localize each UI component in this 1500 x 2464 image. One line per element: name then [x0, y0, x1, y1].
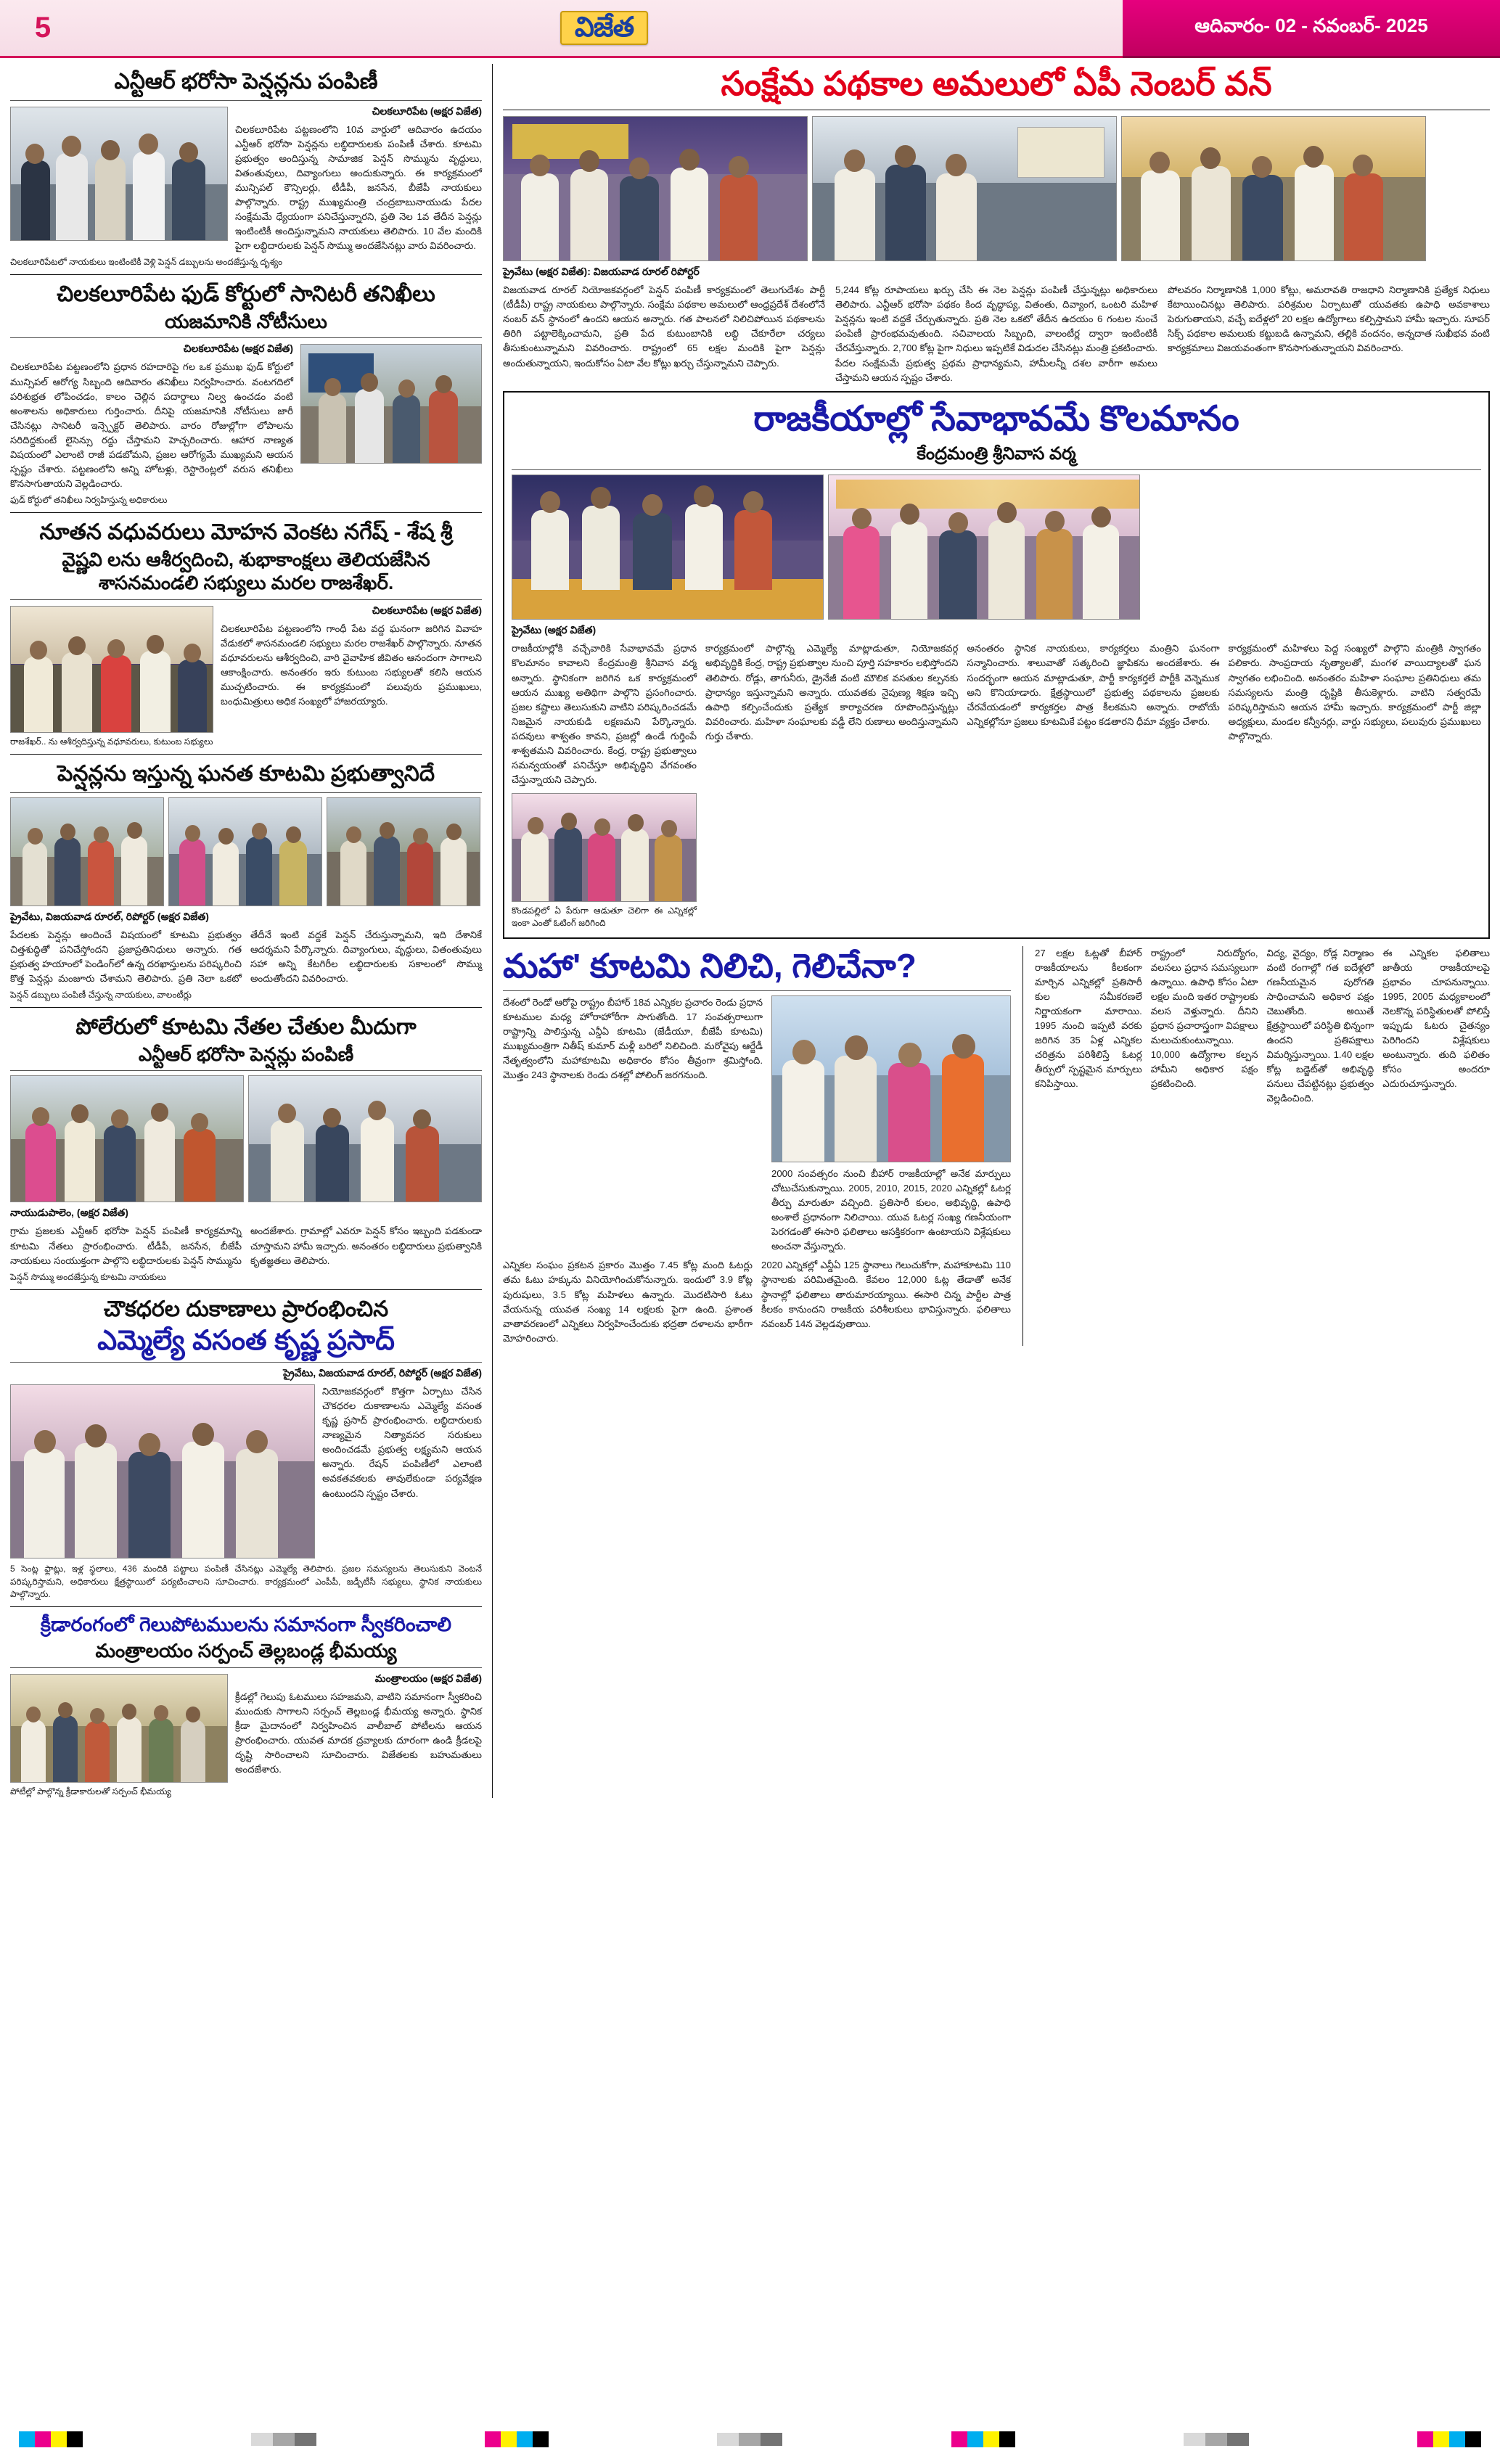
lead-photo-1 [503, 116, 808, 261]
article5-body: గ్రామ ప్రజలకు ఎన్టీఆర్ భరోసా పెన్షన్ పంపిణీ కార్యక్రమాన్ని కూటమి నేతలు ప్రారంభించారు. టీడీపీ, జనసేన, బీజేపీ నాయకులు సంయుక్తంగా పాల్గొని లబ్ధిదారులకు పెన్షన్ సొమ్మును అందజేశారు. గ్రామాల్లో ఎవరూ పెన్షన్ కోసం ఇబ్బంది పడకుండా చూస్తామని హామీ ఇచ్చారు. అనంతరం లబ్ధిదారులు ప్రభుత్వానికి కృతజ్ఞతలు తెలిపారు. [10, 1225, 482, 1266]
article1-byline: చిలకలూరిపేట (అక్షర విజేత) [372, 104, 482, 117]
right-area [503, 64, 1490, 1798]
article7-subhead: మంత్రాలయం సర్పంచ్ తెల్లబండ్ల భీమయ్య [95, 1640, 397, 1662]
article5-byline: నాయుడుపాలెం, (అక్షర విజేత) [10, 1207, 128, 1219]
right-bottom-col1: 27 లక్షల ఓట్లతో బీహార్ రాజకీయాలను కీలకంగా మార్చిన ఎన్నికల్లో ప్రతిసారీ కుల సమీకరణలే నిర్ణాయకంగా మారాయి. 1995 నుంచి ఇప్పటి వరకు జరిగిన 35 ఏళ్ల ఎన్నికల చరిత్రను పరిశీలిస్తే ఓటర్ల తీర్పులో స్పష్టమైన మార్పులు కనిపిస్తాయి. [1035, 947, 1142, 1090]
bottom-col4: 2020 ఎన్నికల్లో ఎన్డీఏ 125 స్థానాలు గెలుచుకోగా, మహాకూటమి 110 స్థానాలకు పరిమితమైంది. కేవలం 12,000 ఓట్ల తేడాతో అనేక స్థానాల్లో ఫలితాలు తారుమారయ్యాయి. ఈసారి చిన్న పార్టీల పాత్ర కీలకం కానుందని రాజకీయ పరిశీలకులు భావిస్తున్నారు. ఫలితాలు నవంబర్ 14న వెల్లడవుతాయి. [761, 1260, 1011, 1329]
page-content [0, 58, 1500, 1798]
article4-body: పేదలకు పెన్షన్లు అందించే విషయంలో కూటమి ప్రభుత్వం చిత్తశుద్ధితో పనిచేస్తోందని ప్రజాప్రతినిధులు అన్నారు. గత ప్రభుత్వ హయాంలో పెండింగ్‌లో ఉన్న దరఖాస్తులను పరిష్కరించి కొత్త పెన్షన్లు మంజూరు చేశామని తెలిపారు. ప్రతి నెలా ఒకటో తేదీనే ఇంటి వద్దకే పెన్షన్ చేరుస్తున్నామని, ఇది దేశానికే ఆదర్శమని పేర్కొన్నారు. దివ్యాంగులు, వృద్ధులు, వితంతువులు సహా అన్ని కేటగిరీల లబ్ధిదారులకు సకాలంలో సొమ్ము అందుతోందని వివరించారు. [10, 929, 482, 984]
lead-photo-3 [1121, 116, 1426, 261]
article2-photo [300, 344, 482, 464]
article5-photo-row [10, 1075, 482, 1202]
cmyk-marks-2 [485, 2431, 549, 2447]
article4-caption: పెన్షన్ డబ్బులు పంపిణీ చేస్తున్న నాయకులు, వాలంటీర్లు [10, 990, 192, 1001]
article4-photo-3 [327, 797, 480, 906]
boxed-photo-2 [828, 475, 1140, 620]
article3-subhead: వైష్ణవి లను ఆశీర్వదించి, శుభాకాంక్షలు తెలియజేసిన శాసనమండలి సభ్యులు మరల రాజశేఖర్. [62, 548, 430, 594]
article5-photo-1 [10, 1075, 244, 1202]
article6-caption: 5 సెంట్ల ఫ్లాట్లు, ఇళ్ల స్థలాలు, 436 మందికి పట్టాలు పంపిణీ చేసినట్లు ఎమ్మెల్యే తెలిపారు. ప్రజల సమస్యలను తెలుసుకుని వెంటనే పరిష్కరిస్తామని, అధికారులు క్షేత్రస్థాయిలో పర్యటించాలని సూచించారు. కార్యక్రమంలో ఎంపీపీ, జడ్పీటీసీ సభ్యులు, స్థానిక నాయకులు పాల్గొన్నారు. [10, 1564, 482, 1599]
article7-headline: క్రీడారంగంలో గెలుపోటములను సమానంగా స్వీకరించాలి [40, 1614, 452, 1636]
lead-story-welfare-number-one [503, 64, 1490, 385]
article-ration-shops-opened [10, 1296, 482, 1601]
boxed-left-text [512, 641, 697, 929]
article2-subhead: యజమానికి నోటీసులు [165, 310, 327, 332]
article5-headline: పోలేరులో కూటమి నేతల చేతుల మీదుగా [75, 1015, 417, 1040]
article1-caption: చిలకలూరిపేటలో నాయకులు ఇంటింటికీ వెళ్లి పెన్షన్ డబ్బులను అందజేస్తున్న దృశ్యం [10, 257, 283, 268]
article-wedding-blessings [10, 519, 482, 748]
cmyk-marks-1 [19, 2431, 83, 2447]
article2-byline: చిలకలూరిపేట (అక్షర విజేత) [183, 342, 293, 355]
bottom-col1: దేశంలో రెండో ఆరోపై రాష్ట్రం బీహార్ 18వ ఎన్నికల ప్రచారం రెండు ప్రధాన కూటముల మధ్య హోరాహోరీగా సాగుతోంది. 17 సంవత్సరాలుగా రాష్ట్రాన్ని పాలిస్తున్న ఎన్డీఏ కూటమి (జేడీయూ, బీజేపీ కూటమి) ముఖ్యమంత్రిగా నితీష్ కుమార్ మళ్లీ బరిలో నిలిచింది. మరోవైపు ఆర్జేడీ నేతృత్వంలోని మహాకూటమి అధికారం కోసం తీవ్రంగా శ్రమిస్తోంది. మొత్తం 243 స్థానాలకు రెండు దశల్లో పోలింగ్ జరగనుంది. [503, 997, 763, 1081]
boxed-byline: ప్రైవేటు (అక్షర విజేత) [512, 624, 597, 636]
boxed-photo-row [512, 475, 1481, 620]
article4-headline: పెన్షన్లను ఇస్తున్న ఘనత కూటమి ప్రభుత్వానిదే [57, 762, 435, 787]
right-bottom-text [1035, 946, 1490, 1346]
bottom-feature-bihar-election [503, 946, 1011, 1346]
article-pension-credit-coalition [10, 760, 482, 1001]
bottom-col3: ఎన్నికల సంఘం ప్రకటన ప్రకారం మొత్తం 7.45 కోట్ల మంది ఓటర్లు తమ ఓటు హక్కును వినియోగించుకోనున్నారు. ఇందులో 3.9 కోట్ల పురుషులు, 3.5 కోట్ల మహిళలు ఉన్నారు. మొదటిసారి ఓటు వేయనున్న యువత సంఖ్య 14 లక్షలకు పైగా ఉంది. ప్రశాంత వాతావరణంలో ఎన్నికలు నిర్వహించేందుకు భద్రతా దళాలను భారీగా మోహరించారు. [503, 1260, 753, 1344]
lead-byline: ప్రైవేటు (అక్షర విజేత): విజయవాడ రూరల్ రిపోర్టర్ [503, 266, 700, 278]
boxed-feature-service-in-politics [503, 391, 1490, 939]
page-number: 5 [34, 12, 52, 44]
article7-body: క్రీడల్లో గెలుపు ఓటములు సహజమని, వాటిని సమానంగా స్వీకరించి ముందుకు సాగాలని సర్పంచ్ తెల్లబండ్ల భీమయ్య అన్నారు. స్థానిక క్రీడా మైదానంలో నిర్వహించిన వాలీబాల్ పోటీలను ఆయన ప్రారంభించారు. యువత మాదక ద్రవ్యాలకు దూరంగా ఉండి క్రీడలపై దృష్టి సారించాలని సూచించారు. విజేతలకు బహుమతులు అందజేశారు. [235, 1691, 482, 1775]
lead-body-col2: 5,244 కోట్ల రూపాయలు ఖర్చు చేసి ఈ నెల పెన్షన్లు పంపిణీ చేస్తున్నట్లు అధికారులు తెలిపారు. ఎన్టీఆర్ భరోసా పథకం కింద వృద్ధాప్య, వితంతు, దివ్యాంగ, ఒంటరి మహిళ పెన్షన్లను ఇంటి వద్దకే చేర్చుతున్నారు. ప్రతి నెల ఒకటో తేదీన ఉదయం 6 గంటల నుంచే పంపిణీ ప్రారంభమవుతుంది. సచివాలయ సిబ్బంది, వాలంటీర్ల ద్వారా ఇంటింటికీ చేరవేస్తున్నారు. 2,700 కోట్ల పైగా నిధులు ఇప్పటికే విడుదల చేసినట్లు మంత్రి ప్రకటించారు. పేదల సంక్షేమమే ప్రభుత్వ ప్రథమ ప్రాధాన్యమని, హామీలన్నీ దశల వారీగా అమలు చేస్తామని ఆయన స్పష్టం చేశారు. [835, 284, 1157, 383]
article5-subhead: ఎన్టీఆర్ భరోసా పెన్షన్లు పంపిణీ [138, 1043, 354, 1065]
lead-headline: సంక్షేమ పథకాల అమలులో ఏపీ నెంబర్ వన్ [721, 65, 1272, 102]
cmyk-marks-3 [951, 2431, 1015, 2447]
left-column [10, 64, 482, 1798]
date-banner [1123, 0, 1500, 58]
article2-headline: చిలకలూరిపేట ఫుడ్ కోర్టులో సానిటరీ తనిఖీలు [57, 282, 435, 307]
article1-photo [10, 107, 228, 241]
grey-marks-3 [1184, 2433, 1249, 2446]
article-poleru-pension-distribution [10, 1014, 482, 1284]
article6-byline: ప్రైవేటు, విజయవాడ రూరల్, రిపోర్టర్ (అక్షర విజేత) [283, 1367, 482, 1379]
column-divider-2 [1022, 946, 1023, 1346]
article6-photo [10, 1384, 315, 1559]
article3-byline: చిలకలూరిపేట (అక్షర విజేత) [372, 604, 482, 616]
article-food-court-inspection [10, 281, 482, 506]
article4-byline: ప్రైవేటు, విజయవాడ రూరల్, రిపోర్టర్ (అక్షర విజేత) [10, 910, 209, 922]
boxed-photo-1 [512, 475, 824, 620]
article6-headline: చౌకధరల దుకాణాలు ప్రారంభించిన [103, 1297, 389, 1322]
article7-caption: పోటీల్లో పాల్గొన్న క్రీడాకారులతో సర్పంచ్ భీమయ్య [10, 1786, 171, 1796]
article-sports-sportsmanship [10, 1613, 482, 1798]
boxed-photo-3 [512, 793, 697, 902]
lead-photo-row [503, 116, 1490, 261]
date-text: ఆదివారం- 02 - నవంబర్- 2025 [1194, 15, 1428, 36]
boxed-col4: కార్యక్రమంలో మహిళలు పెద్ద సంఖ్యలో పాల్గొని మంత్రికి స్వాగతం పలికారు. సాంప్రదాయ నృత్యాలతో, మంగళ వాయిద్యాలతో ఘన స్వాగతం లభించింది. అనంతరం మహిళా సంఘాల ప్రతినిధులు తమ సమస్యలను మంత్రి దృష్టికి తీసుకెళ్లారు. వాటిని సత్వరమే పరిష్కరిస్తామని ఆయన హామీ ఇచ్చారు. కార్యక్రమంలో పార్టీ జిల్లా అధ్యక్షులు, మండల కన్వీనర్లు, వార్డు సభ్యులు, పలువురు ప్రముఖులు పాల్గొన్నారు. [1228, 643, 1481, 742]
masthead [0, 0, 1500, 58]
article3-caption: రాజశేఖర్.. ను ఆశీర్వదిస్తున్న వధూవరులు, కుటుంబ సభ్యులు [10, 736, 213, 747]
boxed-col1: రాజకీయాల్లోకి వచ్చేవారికి సేవాభావమే ప్రధాన కొలమానం కావాలని కేంద్రమంత్రి శ్రీనివాస వర్మ అన్నారు. స్థానికంగా జరిగిన ఒక కార్యక్రమంలో ఆయన ముఖ్య అతిథిగా పాల్గొని ప్రసంగించారు. ప్రజల కష్టాలు తెలుసుకుని వాటిని పరిష్కరించడమే నిజమైన నాయకుడి లక్షణమని పేర్కొన్నారు. పదవులు శాశ్వతం కావని, ప్రజల్లో ఉండే గుర్తింపే శాశ్వతమని వివరించారు. కేంద్ర, రాష్ట్ర ప్రభుత్వాలు సమన్వయంతో పనిచేస్తూ అభివృద్ధిని వేగవంతం చేస్తున్నాయని చెప్పారు. [512, 643, 697, 785]
article4-photo-2 [168, 797, 322, 906]
right-bottom-col3: విద్య, వైద్యం, రోడ్ల నిర్మాణం వంటి రంగాల్లో గత ఐదేళ్లలో గణనీయమైన పురోగతి సాధించామని అధికార పక్షం చెబుతోంది. అయితే క్షేత్రస్థాయిలో పరిస్థితి భిన్నంగా ఉందని ప్రతిపక్షాలు విమర్శిస్తున్నాయి. 1.40 లక్షల కోట్ల బడ్జెట్‌తో అభివృద్ధి పనులు చేపట్టినట్లు ప్రభుత్వం వెల్లడించింది. [1266, 947, 1374, 1104]
article3-body: చిలకలూరిపేట పట్టణంలోని గాంధీ పేట వద్ద ఘనంగా జరిగిన వివాహ వేడుకలో శాసనమండలి సభ్యులు మరల రాజశేఖర్ పాల్గొన్నారు. నూతన వధూవరులను ఆశీర్వదించి, వారి వైవాహిక జీవితం ఆనందంగా సాగాలని ఆకాంక్షించారు. అనంతరం ఇరు కుటుంబ సభ్యులతో కలిసి ఆయన ముచ్చటించారు. ఈ కార్యక్రమంలో పలువురు ప్రముఖులు, బంధుమిత్రులు అధిక సంఖ్యలో హాజరయ్యారు. [221, 623, 482, 707]
right-bottom-col2: రాష్ట్రంలో నిరుద్యోగం, వలసలు ప్రధాన సమస్యలుగా ఉన్నాయి. ఉపాధి కోసం ఏటా లక్షల మంది ఇతర రాష్ట్రాలకు వలస వెళ్తున్నారు. దీనిని ప్రధాన ప్రచారాస్త్రంగా విపక్షాలు మలుచుకుంటున్నాయి. 10,000 ఉద్యోగాల కల్పన హామీని అధికార పక్షం ప్రకటించింది. [1150, 947, 1258, 1090]
masthead-center [86, 0, 1123, 58]
article5-caption: పెన్షన్ సొమ్ము అందజేస్తున్న కూటమి నాయకులు [10, 1271, 166, 1282]
article-ntr-bharosa-pensions [10, 68, 482, 268]
boxed-headline: రాజకీయాల్లో సేవాభావమే కొలమానం [753, 399, 1239, 438]
logo-text: విజేత [574, 12, 634, 43]
article1-headline: ఎన్టీఆర్ భరోసా పెన్షన్లను పంపిణీ [114, 70, 378, 94]
column-divider-1 [492, 64, 493, 1798]
bottom-section [503, 946, 1490, 1346]
article7-byline: మంత్రాలయం (అక్షర విజేత) [374, 1672, 482, 1684]
article6-body: నియోజకవర్గంలో కొత్తగా ఏర్పాటు చేసిన చౌకధరల దుకాణాలను ఎమ్మెల్యే వసంత కృష్ణ ప్రసాద్ ప్రారంభించారు. లబ్ధిదారులకు నాణ్యమైన నిత్యావసర సరుకులు అందించడమే ప్రభుత్వ లక్ష్యమని ఆయన అన్నారు. రేషన్ పంపిణీలో ఎలాంటి అవకతవకలకు తావులేకుండా పర్యవేక్షణ ఉంటుందని స్పష్టం చేశారు. [322, 1386, 482, 1499]
right-bottom-col4: ఈ ఎన్నికల ఫలితాలు జాతీయ రాజకీయాలపై ప్రభావం చూపనున్నాయి. 1995, 2005 మధ్యకాలంలో నెలకొన్న పరిస్థితులతో పోలిస్తే ఇప్పుడు ఓటరు చైతన్యం పెరిగిందని విశ్లేషకులు అంటున్నారు. తుది ఫలితం కోసం అందరూ ఎదురుచూస్తున్నారు. [1382, 947, 1490, 1090]
article4-photo-row [10, 797, 482, 906]
boxed-col2: కార్యక్రమంలో పాల్గొన్న ఎమ్మెల్యే మాట్లాడుతూ, నియోజకవర్గ అభివృద్ధికి కేంద్ర, రాష్ట్ర ప్రభుత్వాల నుంచి పూర్తి సహకారం లభిస్తోందని తెలిపారు. రోడ్లు, తాగునీరు, డ్రైనేజీ వంటి మౌలిక వసతుల కల్పనకు ప్రాధాన్యం ఇస్తున్నామని అన్నారు. యువతకు నైపుణ్య శిక్షణ ఇచ్చి ఉపాధి కల్పించేందుకు ప్రత్యేక కార్యాచరణ రూపొందిస్తున్నట్లు వివరించారు. మహిళా సంఘాలకు వడ్డీ లేని రుణాలు అందిస్తున్నామని గుర్తు చేశారు. [705, 643, 959, 742]
newspaper-logo [560, 11, 648, 46]
article3-headline: నూతన వధువరులు మోహన వెంకట నగేష్ - శేష శ్రీ [39, 520, 453, 545]
lead-photo-2 [812, 116, 1117, 261]
article3-photo [10, 606, 213, 733]
boxed-caption-1: కొండపల్లిలో ఏ పేరుగా ఆడుతూ చెలిగా ఈ ఎన్నికల్లో ఇంకా ఎంతో ఓటింగ్ జరిగింది [512, 905, 697, 929]
article1-body: చిలకలూరిపేట పట్టణంలోని 10వ వార్డులో ఆదివారం ఉదయం ఎన్టీఆర్ భరోసా పెన్షన్లను లబ్ధిదారులకు పంపిణీ చేశారు. కూటమి ప్రభుత్వం అందిస్తున్న సామాజిక పెన్షన్ సొమ్మును వృద్ధులు, వితంతువులు, దివ్యాంగులు అందుకున్నారు. ఈ కార్యక్రమంలో మున్సిపల్ కౌన్సిలర్లు, టీడీపీ, జనసేన, బీజేపీ నాయకులు పాల్గొన్నారు. రాష్ట్ర ముఖ్యమంత్రి చంద్రబాబునాయుడు పేదల సంక్షేమమే ధ్యేయంగా పనిచేస్తున్నారని, ప్రతి నెల 1వ తేదీన పెన్షన్లు ఇంటింటికీ అందిస్తున్నామని నాయకులు తెలిపారు. 10 వేల మందికి పైగా లబ్ధిదారులకు పెన్షన్ సొమ్ము అందజేసినట్లు వారు వివరించారు. [235, 123, 482, 251]
article6-subhead: ఎమ్మెల్యే వసంత కృష్ణ ప్రసాద్ [97, 1325, 395, 1356]
article2-caption: ఫుడ్ కోర్టులో తనిఖీలు నిర్వహిస్తున్న అధికారులు [10, 495, 168, 506]
boxed-subhead: కేంద్రమంత్రి శ్రీనివాస వర్మ [917, 444, 1076, 464]
bottom-col2: 2000 సంవత్సరం నుంచి బీహార్ రాజకీయాల్లో అనేక మార్పులు చోటుచేసుకున్నాయి. 2005, 2010, 2015, 2020 ఎన్నికల్లో ఓటర్ల తీర్పు మారుతూ వచ్చింది. ప్రతిసారీ కులం, అభివృద్ధి, ఉపాధి అంశాలే ప్రధానంగా నిలిచాయి. యువ ఓటర్ల సంఖ్య గణనీయంగా పెరగడంతో ఈసారి ఫలితాలు ఆసక్తికరంగా ఉంటాయని విశ్లేషకులు అంచనా వేస్తున్నారు. [771, 1168, 1011, 1252]
boxed-col3: అనంతరం స్థానిక నాయకులు, కార్యకర్తలు మంత్రిని ఘనంగా సన్మానించారు. శాలువాతో సత్కరించి జ్ఞాపికను అందజేశారు. ఈ సందర్భంగా ఆయన మాట్లాడుతూ, పార్టీ కార్యకర్తలే పార్టీకి వెన్నెముక అని కొనియాడారు. క్షేత్రస్థాయిలో ప్రభుత్వ పథకాలను ప్రజలకు చేరవేయడంలో కార్యకర్తల పాత్ర కీలకమని అన్నారు. రాబోయే ఎన్నికల్లోనూ ప్రజలు కూటమికే పట్టం కడతారని ధీమా వ్యక్తం చేశారు. [967, 643, 1220, 727]
article2-body: చిలకలూరిపేట పట్టణంలోని ప్రధాన రహదారిపై గల ఒక ప్రముఖ ఫుడ్ కోర్టులో మున్సిపల్ ఆరోగ్య సిబ్బంది ఆదివారం తనిఖీలు నిర్వహించారు. వంటగదిలో పరిశుభ్రత లోపించడం, కాలం చెల్లిన పదార్థాలు నిల్వ ఉంచడం వంటి అంశాలను అధికారులు గుర్తించారు. దీనిపై యజమానికి నోటీసులు జారీ చేసినట్లు సానిటరీ ఇన్స్పెక్టర్ తెలిపారు. వారం రోజుల్లోగా లోపాలను సరిదిద్దకుంటే లైసెన్సు రద్దు చేస్తామని హెచ్చరించారు. ఆహార నాణ్యత విషయంలో ఎలాంటి రాజీ పడబోమని, ప్రజల ఆరోగ్యమే ముఖ్యమని ఆయన స్పష్టం చేశారు. పట్టణంలోని అన్ని హోటళ్లు, రెస్టారెంట్లలో వరుస తనిఖీలు కొనసాగుతాయని వెల్లడించారు. [10, 361, 293, 489]
bottom-headline: మహా' కూటమి నిలిచి, గెలిచేనా? [503, 946, 917, 985]
lead-body-col1: విజయవాడ రూరల్ నియోజకవర్గంలో పెన్షన్ పంపిణీ కార్యక్రమంలో తెలుగుదేశం పార్టీ (టీడీపీ) రాష్ట్ర నాయకులు పాల్గొన్నారు. సంక్షేమ పథకాల అమలులో ఆంధ్రప్రదేశ్ దేశంలోనే నంబర్ వన్ స్థానంలో ఉందని ఆయన అన్నారు. గత పాలనలో నిలిచిపోయిన పథకాలను తిరిగి పట్టాలెక్కించామని, ప్రతి పేద కుటుంబానికి లబ్ధి చేకూరేలా చర్యలు తీసుకుంటున్నామని వివరించారు. రాష్ట్రంలో 65 లక్షల మందికి పైగా పెన్షన్లు అందుతున్నాయని, ఇందుకోసం ఏటా వేల కోట్లు ఖర్చు చేస్తున్నామని చెప్పారు. [503, 284, 825, 369]
lead-body-col3: పోలవరం నిర్మాణానికి 1,000 కోట్లు, అమరావతి రాజధాని నిర్మాణానికి ప్రత్యేక నిధులు కేటాయించినట్లు తెలిపారు. పరిశ్రమల ఏర్పాటుతో యువతకు ఉపాధి అవకాశాలు పెరుగుతాయని, వచ్చే ఐదేళ్లలో 20 లక్షల ఉద్యోగాలు కల్పిస్తామని హామీ ఇచ్చారు. సూపర్ సిక్స్ పథకాల అమలుకు కట్టుబడి ఉన్నామని, తల్లికి వందనం, అన్నదాత సుఖీభవ వంటి కార్యక్రమాలు విజయవంతంగా కొనసాగుతున్నాయని వివరించారు. [1168, 284, 1490, 354]
article4-photo-1 [10, 797, 164, 906]
page-number-box [0, 0, 86, 58]
article5-photo-2 [248, 1075, 482, 1202]
print-registration-footer [0, 2422, 1500, 2464]
grey-marks-1 [251, 2433, 316, 2446]
grey-marks-2 [717, 2433, 782, 2446]
article7-photo [10, 1674, 228, 1783]
cmyk-marks-4 [1417, 2431, 1481, 2447]
bottom-photo-leaders [771, 995, 1011, 1162]
